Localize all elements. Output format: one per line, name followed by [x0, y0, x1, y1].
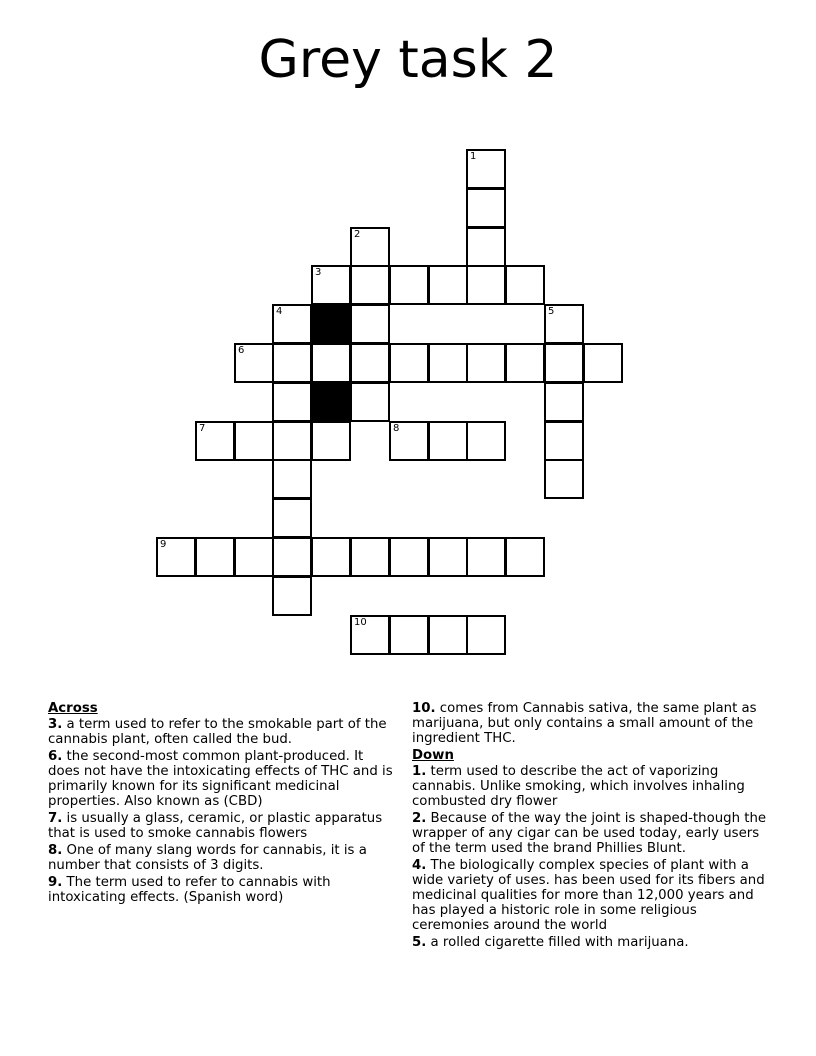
grid-cell[interactable]: [272, 343, 312, 383]
grid-cell[interactable]: [466, 537, 506, 577]
clue-across-9: 9. The term used to refer to cannabis with intoxicating effects. (Spanish word): [48, 875, 331, 905]
grid-cell[interactable]: [544, 459, 584, 499]
grid-cell[interactable]: [505, 265, 545, 305]
grid-cell[interactable]: [466, 149, 506, 189]
grid-cell[interactable]: [234, 421, 274, 461]
grid-cell[interactable]: [311, 421, 351, 461]
grid-cell[interactable]: [156, 537, 196, 577]
clues-right-column: [412, 701, 772, 952]
grid-cell[interactable]: [311, 343, 351, 383]
grid-cell[interactable]: [428, 421, 468, 461]
grid-cell[interactable]: [583, 343, 623, 383]
grid-cell[interactable]: [428, 265, 468, 305]
grid-cell[interactable]: [272, 459, 312, 499]
clue-number: 7: [199, 423, 206, 434]
grid-cell[interactable]: [544, 382, 584, 422]
grid-cell[interactable]: [350, 343, 390, 383]
clue-number: 4: [276, 306, 283, 317]
clue-number: 1: [470, 151, 477, 162]
clue-number: 2: [354, 229, 361, 240]
grid-cell[interactable]: [466, 615, 506, 655]
grid-cell[interactable]: [350, 265, 390, 305]
clue-across-7: 7. is usually a glass, ceramic, or plastic apparatus that is used to smoke cannabis flowers: [48, 811, 383, 841]
grid-cell[interactable]: [505, 537, 545, 577]
grid-cell[interactable]: [272, 382, 312, 422]
grid-cell[interactable]: [389, 537, 429, 577]
across-heading: Across: [48, 701, 98, 716]
grid-cell[interactable]: [350, 615, 390, 655]
grid-cell[interactable]: [544, 421, 584, 461]
grid-cell[interactable]: [428, 343, 468, 383]
grid-cell[interactable]: [389, 343, 429, 383]
clue-number: 3: [315, 267, 322, 278]
down-heading: Down: [412, 748, 454, 763]
grid-cell[interactable]: [311, 265, 351, 305]
grid-cell[interactable]: [234, 343, 274, 383]
clues-left-column: [48, 701, 398, 907]
grid-cell[interactable]: [466, 227, 506, 267]
grid-cell[interactable]: [272, 421, 312, 461]
grid-cell[interactable]: [466, 265, 506, 305]
grid-cell[interactable]: [272, 304, 312, 344]
grid-cell[interactable]: [466, 188, 506, 228]
grid-cell[interactable]: [272, 576, 312, 616]
grid-cell[interactable]: [350, 227, 390, 267]
grid-cell[interactable]: [195, 421, 235, 461]
grid-cell[interactable]: [466, 343, 506, 383]
clue-down-4: 4. The biologically complex species of plant with a wide variety of uses. has been used for its fibers and medicinal qualities for more than 12,000 years and has played a historic role in some religious ceremonies around the world: [412, 858, 765, 933]
clue-number: 9: [160, 539, 167, 550]
grid-cell[interactable]: [272, 537, 312, 577]
grid-cell[interactable]: [389, 615, 429, 655]
grid-cell[interactable]: [234, 537, 274, 577]
clue-across-6: 6. the second-most common plant-produced. It does not have the intoxicating effects of THC and is primarily known for its significant medicinal properties. Also known as (CBD): [48, 749, 393, 809]
grid-cell[interactable]: [195, 537, 235, 577]
grid-cell[interactable]: [428, 615, 468, 655]
grid-cell[interactable]: [466, 421, 506, 461]
clue-across-10: 10. comes from Cannabis sativa, the same plant as marijuana, but only contains a small amount of the ingredient THC.: [412, 701, 757, 746]
clue-across-8: 8. One of many slang words for cannabis, it is a number that consists of 3 digits.: [48, 843, 367, 873]
clue-down-5: 5. a rolled cigarette filled with marijuana.: [412, 935, 689, 950]
page-title: Grey task 2: [258, 30, 558, 90]
black-cell: [311, 304, 351, 344]
grid-cell[interactable]: [311, 537, 351, 577]
grid-cell[interactable]: [544, 304, 584, 344]
grid-cell[interactable]: [389, 421, 429, 461]
clue-number: 10: [354, 617, 367, 628]
black-cell: [311, 382, 351, 422]
clue-number: 5: [548, 306, 555, 317]
grid-cell[interactable]: [428, 537, 468, 577]
grid-cell[interactable]: [544, 343, 584, 383]
clue-number: 8: [393, 423, 400, 434]
grid-cell[interactable]: [350, 382, 390, 422]
clue-number: 6: [238, 345, 245, 356]
clue-across-3: 3. a term used to refer to the smokable part of the cannabis plant, often called the bud.: [48, 717, 387, 747]
grid-cell[interactable]: [350, 304, 390, 344]
grid-cell[interactable]: [272, 498, 312, 538]
clue-down-2: 2. Because of the way the joint is shaped-though the wrapper of any cigar can be used today, early users of the term used the brand Phillies Blunt.: [412, 811, 767, 856]
clue-down-1: 1. term used to describe the act of vaporizing cannabis. Unlike smoking, which involves inhaling combusted dry flower: [412, 764, 745, 809]
grid-cell[interactable]: [350, 537, 390, 577]
grid-cell[interactable]: [389, 265, 429, 305]
grid-cell[interactable]: [505, 343, 545, 383]
